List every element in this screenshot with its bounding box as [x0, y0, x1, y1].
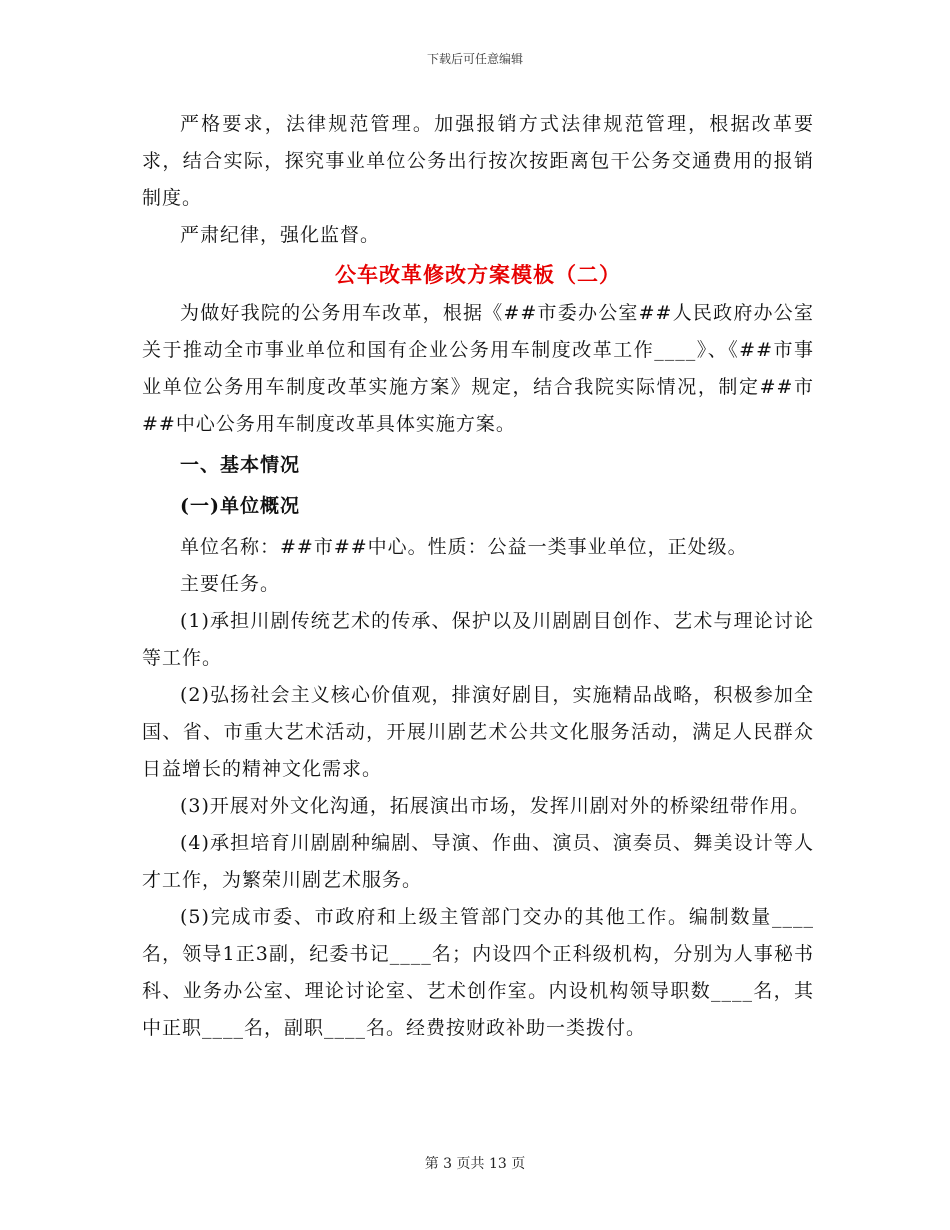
document-body	[142, 106, 814, 1047]
page-footer: 第 3 页共 13 页	[424, 1156, 526, 1172]
intro-paragraph: 为做好我院的公务用车改革，根据《##市委办公室##人民政府办公室关于推动全市事业单位和国有企业公务用车制度改革工作____》、《##市事业单位公务用车制度改革实施方案》规定，结合我院实际情况，制定##市##中心公务用车制度改革具体实施方案。	[142, 302, 814, 435]
document-title: 公车改革修改方案模板（二）	[335, 262, 621, 287]
task-item: (5)完成市委、市政府和上级主管部门交办的其他工作。编制数量____名，领导1正3副，纪委书记____名；内设四个正科级机构，分别为人事秘书科、业务办公室、理论讨论室、艺术创作室。内设机构领导职数____名，其中正职____名，副职____名。经费按财政补助一类拨付。	[142, 906, 814, 1039]
task-item: (3)开展对外文化沟通，拓展演出市场，发挥川剧对外的桥梁纽带作用。	[180, 795, 810, 817]
paragraph: 严格要求，法律规范管理。加强报销方式法律规范管理，根据改革要求，结合实际，探究事业单位公务出行按次按距离包干公务交通费用的报销制度。	[142, 113, 814, 209]
section-heading: 一、基本情况	[180, 454, 301, 476]
task-item: (1)承担川剧传统艺术的传承、保护以及川剧剧目创作、艺术与理论讨论等工作。	[142, 610, 814, 669]
task-item: (4)承担培育川剧剧种编剧、导演、作曲、演员、演奏员、舞美设计等人才工作，为繁荣川剧艺术服务。	[142, 832, 814, 891]
paragraph: 主要任务。	[180, 573, 281, 595]
paragraph: 严肃纪律，强化监督。	[180, 224, 381, 246]
subsection-heading: (一)单位概况	[180, 495, 300, 517]
paragraph: 单位名称：##市##中心。性质：公益一类事业单位，正处级。	[180, 536, 748, 558]
task-item: (2)弘扬社会主义核心价值观，排演好剧目，实施精品战略，积极参加全国、省、市重大艺术活动，开展川剧艺术公共文化服务活动，满足人民群众日益增长的精神文化需求。	[142, 684, 814, 780]
page-header: 下载后可任意编辑	[426, 52, 523, 66]
